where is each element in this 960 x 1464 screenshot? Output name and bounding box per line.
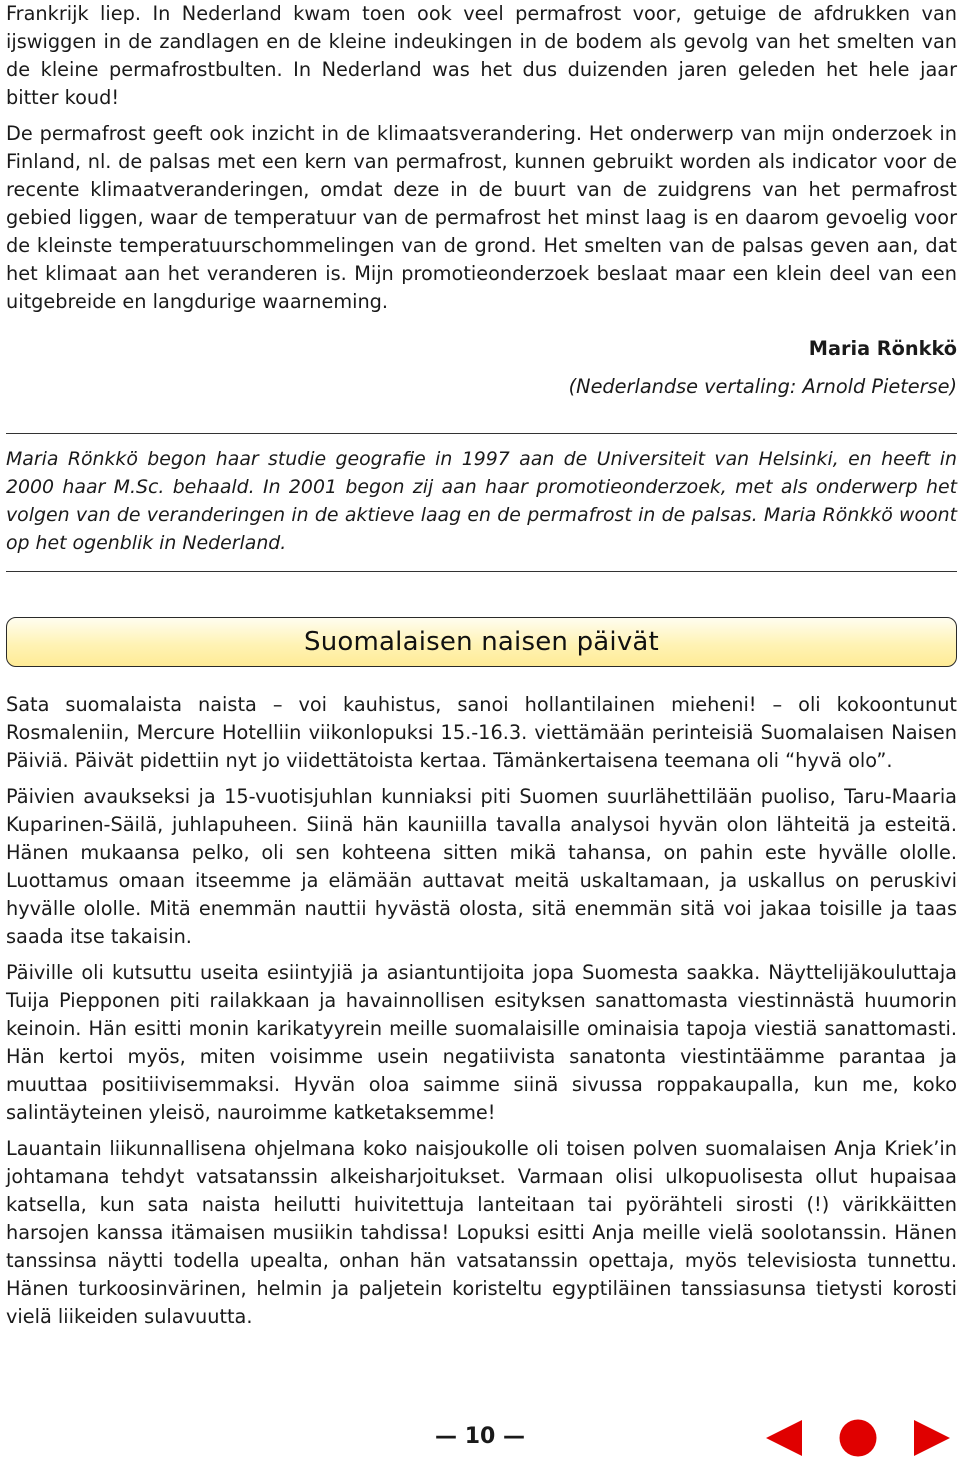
left-triangle-icon[interactable]	[764, 1418, 804, 1458]
page	[6, 0, 957, 1331]
body-paragraph-2: De permafrost geeft ook inzicht in de klimaatsverandering. Het onderwerp van mijn onderzoek in Finland, nl. de palsas met een kern van permafrost, kunnen gebruikt worden als indicator voor de recente klimaatveranderingen, omdat deze in de buurt van de zuidgrens van het permafrost gebied liggen, waar de temperatuur van de permafrost het minst laag is en daarom gevoelig voor de kleinste temperatuurschommelingen van de grond. Het smelten van de palsas geven aan, dat het klimaat aan het veranderen is. Mijn promotieonderzoek beslaat maar een klein deel van een uitgebreide en langdurige waarneming.	[6, 122, 957, 313]
section-title: Suomalaisen naisen päivät	[304, 627, 659, 657]
translation-credit: (Nederlandse vertaling: Arnold Pieterse)	[568, 375, 957, 398]
author-name: Maria Rönkkö	[808, 337, 957, 360]
section-paragraph-1: Sata suomalaista naista – voi kauhistus, sanoi hollantilainen mieheni! – oli kokoontunut Rosmaleniin, Mercure Hotelliin viikonlopuksi 15.-16.3. viettämään perinteisiä Suomalaisen Naisen Päiviä. Päivät pidettiin nyt jo viidettätoista kertaa. Tämänkertaisena teemana oli “hyvä olo”.	[6, 693, 957, 772]
author-bio	[6, 445, 957, 557]
body-paragraph-1: Frankrijk liep. In Nederland kwam toen ook veel permafrost voor, getuige de afdrukken van ijswiggen in de zandlagen en de kleine indeukingen in de bodem als gevolg van het smelten van de kleine permafrostbulten. In Nederland was het dus duizenden jaren geleden het hele jaar bitter koud!	[6, 2, 957, 109]
page-number: — 10 —	[435, 1424, 525, 1449]
bio-text: Maria Rönkkö begon haar studie geografie in 1997 aan de Universiteit van Helsinki, en heeft in 2000 haar M.Sc. behaald. In 2001 begon zij aan haar promotieonderzoek, met als onderwerp het volgen van de veranderingen in de aktieve laag en de permafrost in de palsas. Maria Rönkkö woont op het ogenblik in Nederland.	[6, 448, 957, 554]
divider-top	[6, 433, 957, 434]
section-paragraph-2: Päivien avaukseksi ja 15-vuotisjuhlan kunniaksi piti Suomen suurlähettilään puoliso, Taru-Maaria Kuparinen-Säilä, juhlapuheen. Siinä hän kauniilla tavalla analysoi hyvän olon lähteitä ja esteitä. Hänen mukaansa pelko, oli sen kohteena sitten mikä tahansa, on pahin este hyvälle ololle. Luottamus omaan itseemme ja elämään auttavat meitä uskaltamaan, ja uskallus on peruskivi hyvälle ololle. Mitä enemmän nauttii hyvästä olosta, sitä enemmän sitä voi jakaa toisille ja taas saada itse takaisin.	[6, 785, 957, 948]
section-paragraph-4: Lauantain liikunnallisena ohjelmana koko naisjoukolle oli toisen polven suomalaisen Anja Kriek’in johtamana tehdyt vatsatanssin alkeisharjoitukset. Varmaan olisi ulkopuolisesta ollut hupaisaa katsella, kun sata naista heilutti huivitettuja lanteitaan tai pyörähteli sirosti (!) värikkäitten harsojen kanssa itämaisen musiikin tahdissa! Lopuksi esitti Anja meille vielä soolotanssin. Hänen tanssinsa näytti todella upealta, onhan hän vatsatanssin opettaja, myös televisiosta tunnettu. Hänen turkoosinvärinen, helmin ja paljetein koristeltu egyptiläinen tanssiasunsa tietysti korosti vielä liikeiden sulavuutta.	[6, 1137, 957, 1328]
page-footer	[0, 1418, 960, 1458]
circle-icon[interactable]	[838, 1418, 878, 1458]
section-banner	[6, 617, 957, 667]
divider-bottom	[6, 571, 957, 572]
section-paragraph-3: Päiville oli kutsuttu useita esiintyjiä ja asiantuntijoita jopa Suomesta saakka. Näyttelijäkouluttaja Tuija Piepponen piti railakkaan ja havainnollisen esityksen sanattomasta viestinnästä huumorin keinoin. Hän esitti monin karikatyyrein meille suomalaisille ominaisia tapoja viestiä sanattomasti. Hän kertoi myös, miten voisimme usein negatiivista sanatonta viestintäämme parantaa ja muuttaa positiivisemmaksi. Hyvän oloa saimme siinä sivussa roppakaupalla, kun me, koko salintäyteinen yleisö, nauroimme katketaksemme!	[6, 961, 957, 1124]
right-triangle-icon[interactable]	[912, 1418, 952, 1458]
